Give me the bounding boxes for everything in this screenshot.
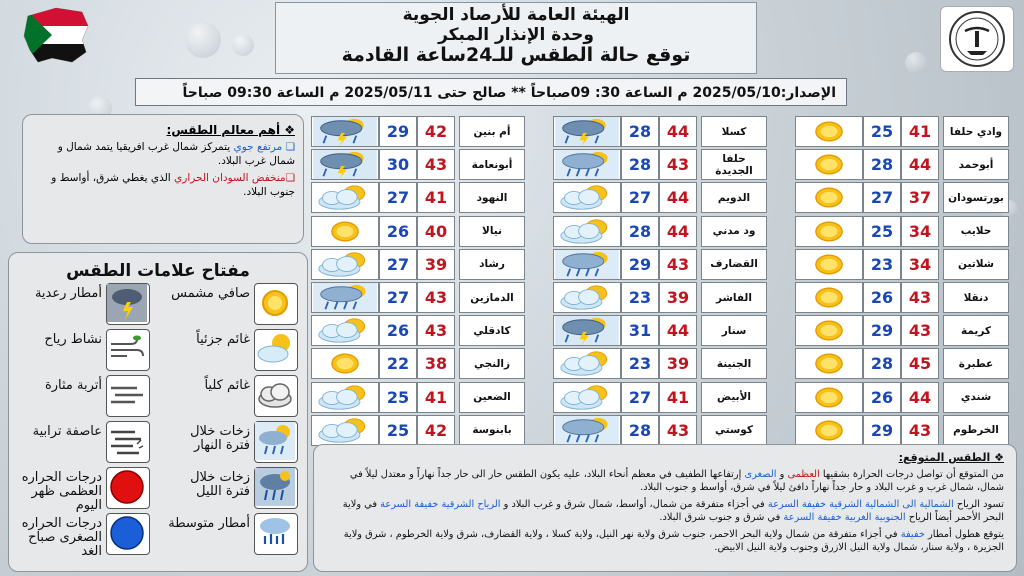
station-name: القضارف [701,249,767,280]
legend-item [14,329,154,371]
report-header [275,2,757,74]
showers-icon [553,149,621,180]
station-row [553,116,767,147]
max-temp: 44 [659,315,697,346]
station-name: سنار [701,315,767,346]
legend-label: زخات خلال فترة الليل [190,470,250,499]
station-name: كسلا [701,116,767,147]
station-row [311,116,525,147]
cloud-icon [254,375,298,417]
station-row [795,348,1009,379]
station-name: الدمازين [459,282,525,313]
text-run-wind: الشمالية الى الشمالية الشرقية خفيفة السرعة [767,499,954,510]
station-name: حلفا الجديدة [701,149,767,180]
min-temp: 25 [379,382,417,413]
sun-icon [795,149,863,180]
station-row [795,216,1009,247]
station-name: ود مدني [701,216,767,247]
max-temp: 43 [659,249,697,280]
station-row [311,382,525,413]
sun-icon [795,182,863,213]
legend-item [14,467,154,513]
station-name: دنقلا [943,282,1009,313]
max-temp: 45 [901,348,939,379]
station-row [553,382,767,413]
max-temp: 43 [901,315,939,346]
text-run: و [776,469,788,480]
station-name: الدويم [701,182,767,213]
sun-icon [254,283,298,325]
partly-cloudy-icon [553,348,621,379]
min-temp: 29 [863,415,901,446]
station-name: الأبيض [701,382,767,413]
forecast-panel-title-text: الطقس المتوقع: [898,451,991,464]
station-name: كريمة [943,315,1009,346]
meteorology-logo-icon [940,6,1014,72]
forecast-paragraph-winds [326,498,1004,524]
partly-cloudy-icon [311,382,379,413]
max-temp: 44 [901,382,939,413]
station-row [311,149,525,180]
min-temp: 29 [621,249,659,280]
min-temp: 27 [621,182,659,213]
station-row [553,182,767,213]
text-run: في ولاية البحر الأحمر أيضاً الرياح [342,499,1004,523]
min-temp: 30 [379,149,417,180]
text-run: يتوقع هطول أمطار [924,529,1004,540]
station-row [795,282,1009,313]
min-temp: 27 [379,249,417,280]
partly-cloudy-icon [553,382,621,413]
legend-item [14,375,154,417]
thunderstorm-icon [311,116,379,147]
legend-label: أتربة مثارة [44,378,102,393]
legend-label: أمطار رعدية [34,286,102,301]
station-name: بابنوسة [459,415,525,446]
legend-item [162,375,302,417]
day-showers-icon [254,421,298,463]
legend-label: أمطار متوسطة [168,516,250,531]
min-temp: 28 [863,348,901,379]
min-temp: 22 [379,348,417,379]
max-temp: 44 [659,182,697,213]
station-name: الضعين [459,382,525,413]
station-name: الفاشر [701,282,767,313]
background-droplet [232,34,254,56]
station-row [795,116,1009,147]
text-run-wind: الجنوبية الغربية خفيفة السرعة [783,512,906,523]
legend-label: درجات الحراره الصغرى صباح الغد [21,516,102,559]
text-run-max: العظمى [787,469,820,480]
showers-icon [311,282,379,313]
legend-item [162,467,302,509]
max-temp: 43 [417,315,455,346]
wind-icon [106,329,150,371]
station-row [311,348,525,379]
max-temp: 43 [659,415,697,446]
sun-icon [795,348,863,379]
max-temp: 41 [417,382,455,413]
station-row [795,382,1009,413]
feature-item [31,171,295,199]
station-row [553,249,767,280]
thunderstorm-icon [553,116,621,147]
station-name: شلاتين [943,249,1009,280]
sun-icon [311,216,379,247]
high-pressure-label: مرتفع جوي [233,141,283,153]
min-temp: 23 [863,249,901,280]
legend-item [162,283,302,325]
max-temp: 44 [659,116,697,147]
station-row [795,182,1009,213]
min-temp: 27 [379,282,417,313]
thunderstorm-icon [553,315,621,346]
text-run-min: الصغرى [744,469,777,480]
min-temp: 26 [863,382,901,413]
station-name: نيالا [459,216,525,247]
max-temp: 37 [901,182,939,213]
expected-weather-panel [313,444,1017,572]
background-droplet [905,52,927,74]
station-name: أم بنين [459,116,525,147]
legend-label: عاصفة ترابية [32,424,102,439]
min-temp: 28 [621,415,659,446]
sun-icon [795,382,863,413]
max-temp: 44 [659,216,697,247]
sun-icon [795,216,863,247]
min-temp: 28 [621,116,659,147]
unit-title: وحدة الإنذار المبكر [438,25,594,45]
min-temp: 25 [863,216,901,247]
station-row [553,216,767,247]
station-name: زالنجي [459,348,525,379]
partly-cloudy-icon [311,249,379,280]
text-run: في أجزاء متفرقة من شمال ولاية البحر الاحمر، جنوب شرق ولاية نهر النيل، ولاية كسلا ، ولاية القضارف، شرق ولاية الخرطوم ، شرق ولاية الجزيرة ، ولاية سنار، شمال ولاية النيل الازرق وجنوب ولاية النيل الابيض. [343,529,1004,553]
red-circle-icon [106,467,150,509]
max-temp: 43 [417,149,455,180]
min-temp: 26 [379,315,417,346]
min-temp: 29 [379,116,417,147]
issue-validity-bar: الإصدار:2025/05/10 م الساعة 30: 09صباحاً ** صالح حتى 2025/05/11 م الساعة 09:30 صباحاً [135,78,847,106]
station-row [553,348,767,379]
min-temp: 29 [863,315,901,346]
station-row [553,149,767,180]
sudan-flag-icon [22,6,92,64]
max-temp: 42 [417,116,455,147]
legend-label: غائم كلياً [204,378,250,393]
max-temp: 34 [901,249,939,280]
legend-item [162,513,302,555]
station-name: كادقلي [459,315,525,346]
station-row [311,282,525,313]
legend-title: مفتاح علامات الطقس [66,261,250,281]
min-temp: 31 [621,315,659,346]
station-row [795,315,1009,346]
showers-icon [553,249,621,280]
partly-cloudy-icon [553,282,621,313]
sun-icon [311,348,379,379]
forecast-paragraph-temperature [326,468,1004,494]
min-temp: 27 [379,182,417,213]
agency-title: الهيئة العامة للأرصاد الجوية [402,5,630,25]
max-temp: 42 [417,415,455,446]
min-temp: 27 [621,382,659,413]
partly-cloudy-icon [553,182,621,213]
min-temp: 25 [863,116,901,147]
station-name: عطبرة [943,348,1009,379]
forecast-panel-title: ❖ الطقس المتوقع: [898,451,1004,464]
max-temp: 39 [659,348,697,379]
max-temp: 39 [417,249,455,280]
max-temp: 38 [417,348,455,379]
text-run: من المتوقع أن تواصل درجات الحرارة بشقيها [819,469,1004,480]
sun-icon [795,315,863,346]
station-row [553,282,767,313]
station-name: كوستي [701,415,767,446]
partly-cloudy-icon [311,415,379,446]
text-run: في أجزاء متفرقة من شمال، أواسط، شمال شرق و غرب البلاد و [500,499,768,510]
station-name: حلايب [943,216,1009,247]
max-temp: 39 [659,282,697,313]
sun-icon [795,282,863,313]
text-run-wind: الرياح الشرقية خفيفة السرعة [380,499,501,510]
station-row [311,315,525,346]
max-temp: 44 [901,149,939,180]
station-name: رشاد [459,249,525,280]
checkbox-icon: ❑ [285,172,295,184]
weather-features-panel [22,114,304,244]
station-name: بورتسودان [943,182,1009,213]
min-temp: 28 [621,149,659,180]
text-run-rain: خفيفة [900,529,925,540]
legend-label: غائم جزئياً [196,332,250,347]
station-name: الخرطوم [943,415,1009,446]
partly-cloudy-icon [311,182,379,213]
legend-item [14,283,154,325]
dust-icon [106,375,150,417]
showers-icon [553,415,621,446]
thermal-low-text: الذي يغطي شرق، أواسط و جنوب البلاد. [51,172,295,198]
text-run: في شرق و جنوب شرق البلاد. [659,512,784,523]
max-temp: 43 [901,415,939,446]
feature-item [31,140,295,168]
thunderstorm-icon [311,149,379,180]
legend-label: نشاط رياح [44,332,102,347]
legend-item [14,421,154,463]
legend-label: زخات خلال فترة النهار [190,424,250,453]
partly-cloudy-icon [553,216,621,247]
station-row [795,149,1009,180]
features-title-text: أهم معالم الطقس: [166,123,281,137]
partly-cloudy-icon [311,315,379,346]
station-row [553,315,767,346]
min-temp: 25 [379,415,417,446]
forecast-title: توقع حالة الطقس للـ24ساعة القادمة [341,44,691,66]
forecast-paragraph-rain [326,528,1004,554]
max-temp: 34 [901,216,939,247]
max-temp: 41 [659,382,697,413]
station-name: وادي حلفا [943,116,1009,147]
min-temp: 28 [621,216,659,247]
station-row [795,249,1009,280]
station-name: الجنينة [701,348,767,379]
blue-circle-icon [106,513,150,555]
thermal-low-label: منخفض السودان الحراري [174,172,286,184]
station-row [311,182,525,213]
legend-item [14,513,154,559]
weather-legend-panel [8,252,308,572]
max-temp: 40 [417,216,455,247]
max-temp: 43 [659,149,697,180]
station-name: شندي [943,382,1009,413]
station-row [311,415,525,446]
station-row [311,216,525,247]
station-row [553,415,767,446]
duststorm-icon [106,421,150,463]
thunderstorm-icon [106,283,150,325]
legend-label: درجات الحراره العظمى ظهر اليوم [21,470,102,513]
max-temp: 41 [901,116,939,147]
legend-item [162,421,302,463]
legend-item [162,329,302,371]
max-temp: 41 [417,182,455,213]
station-name: أبونعامة [459,149,525,180]
sun-icon [795,116,863,147]
min-temp: 23 [621,348,659,379]
text-run: تسود الرياح [953,499,1004,510]
rain-icon [254,513,298,555]
features-title: ❖ أهم معالم الطقس: [166,123,295,137]
legend-label: صافي مشمس [171,286,250,301]
checkbox-icon: ❑ [285,141,295,153]
min-temp: 26 [863,282,901,313]
high-pressure-text: يتمركز شمال غرب افريقيا يتمد شمال و شمال غرب البلاد. [57,141,295,167]
min-temp: 26 [379,216,417,247]
station-row [311,249,525,280]
min-temp: 27 [863,182,901,213]
sun-icon [795,249,863,280]
night-showers-icon [254,467,298,509]
sun-icon [795,415,863,446]
station-name: النهود [459,182,525,213]
min-temp: 28 [863,149,901,180]
text-run: إرتفاعها الطفيف في معظم أنحاء البلاد، عليه يكون الطقس حار الى حار جداً نهاراً و معتدل ليلاً في شمال، شمال غرب و غرب البلاد و حار جداً نهاراً دافئ ليلاً في شرق، أواسط و جنوب البلاد. [349,469,1004,493]
station-name: أبوحمد [943,149,1009,180]
max-temp: 43 [901,282,939,313]
background-droplet [185,22,221,58]
max-temp: 43 [417,282,455,313]
station-row [795,415,1009,446]
partly-cloudy-icon [254,329,298,371]
min-temp: 23 [621,282,659,313]
